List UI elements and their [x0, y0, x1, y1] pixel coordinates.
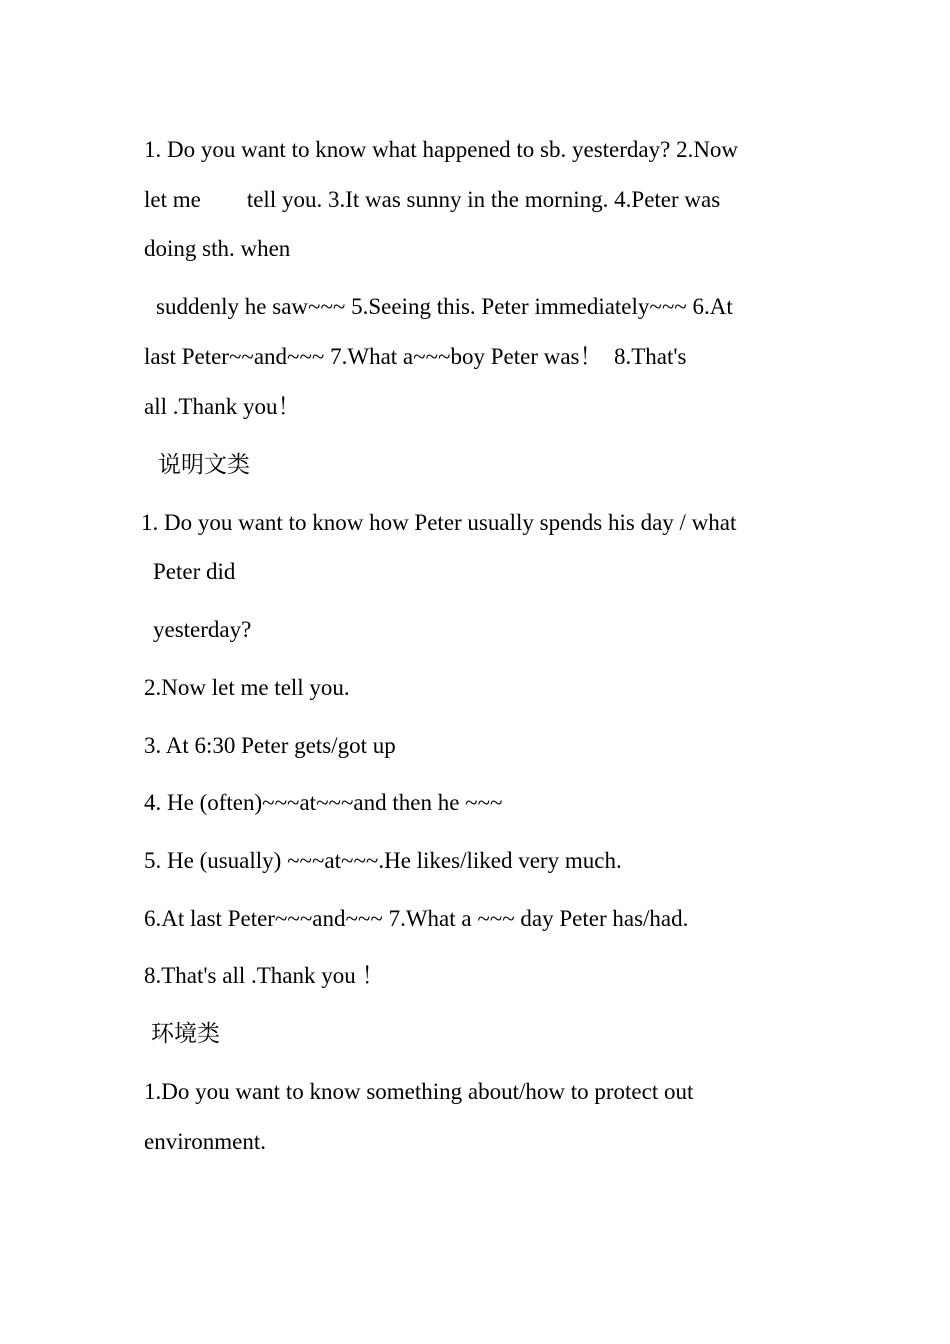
narrative-line-3: doing sth. when	[144, 236, 291, 261]
explanatory-line-1: 1. Do you want to know how Peter usually spends his day / what	[141, 510, 737, 535]
explanatory-line-9: 8.That's all .Thank you ！	[144, 963, 385, 988]
narrative-line-2: let me tell you. 3.It was sunny in the morning. 4.Peter was	[144, 187, 721, 212]
explanatory-line-6: 4. He (often)~~~at~~~and then he ~~~	[144, 790, 503, 815]
explanatory-line-3: yesterday?	[153, 617, 252, 642]
explanatory-line-8: 6.At last Peter~~~and~~~ 7.What a ~~~ day Peter has/had.	[144, 906, 689, 931]
explanatory-line-2: Peter did	[153, 559, 236, 584]
environment-line-2: environment.	[144, 1129, 266, 1154]
section-heading-explanatory: 说明文类	[158, 452, 250, 477]
section-heading-environment: 环境类	[151, 1021, 220, 1046]
narrative-line-1: 1. Do you want to know what happened to sb. yesterday? 2.Now	[144, 137, 739, 162]
explanatory-line-7: 5. He (usually) ~~~at~~~.He likes/liked very much.	[144, 848, 622, 873]
narrative-line-5: last Peter~~and~~~ 7.What a~~~boy Peter was！ 8.That's	[144, 344, 687, 369]
environment-line-1: 1.Do you want to know something about/how to protect out	[144, 1079, 694, 1104]
explanatory-line-5: 3. At 6:30 Peter gets/got up	[144, 733, 396, 758]
explanatory-line-4: 2.Now let me tell you.	[144, 675, 350, 700]
narrative-line-4: suddenly he saw~~~ 5.Seeing this. Peter immediately~~~ 6.At	[156, 294, 733, 319]
narrative-line-6: all .Thank you！	[144, 394, 301, 419]
